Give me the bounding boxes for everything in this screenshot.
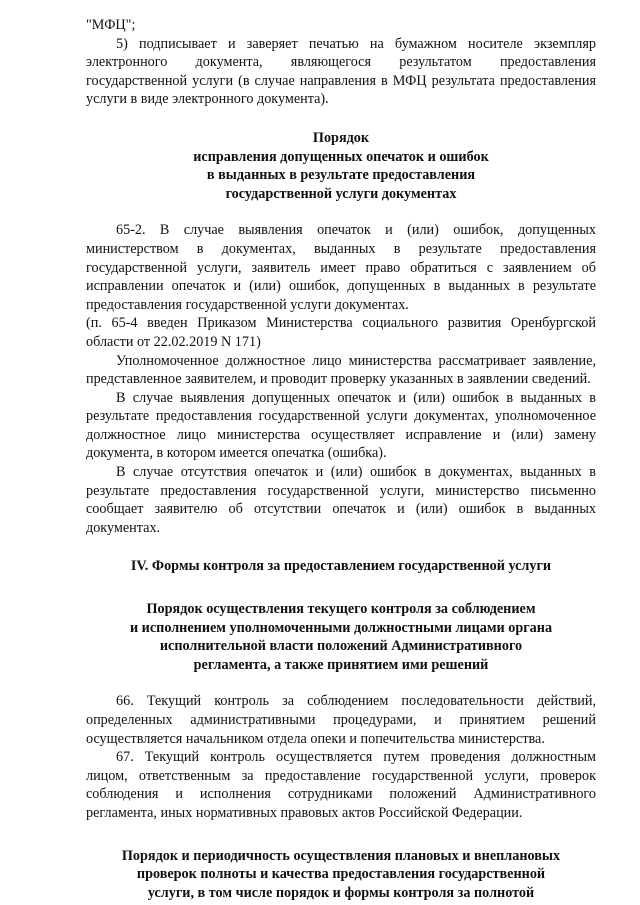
- item-5-paragraph: 5) подписывает и заверяет печатью на бумажном носителе экземпляр электронного документа, являющегося результатом предоставления государственной услуги (в случае направления в МФЦ результата предоставления услуги в виде электронного документа).: [86, 35, 596, 108]
- paragraph-errors-detected: В случае выявления допущенных опечаток и (или) ошибок в выданных в результате предоставления государственной услуги документах, уполномоченное должностное лицо министерства осуществляет исправление и (или) замену документа, в котором имеется опечатка (ошибка).: [86, 389, 596, 462]
- heading-corrections-line: в выданных в результате предоставления: [206, 167, 476, 184]
- heading-current-control-line: и исполнением уполномоченными должностными лицами органа: [129, 619, 553, 636]
- paragraph-65-2: 65-2. В случае выявления опечаток и (или) ошибок, допущенных министерством в документах, выданных в результате предоставления государственной услуги, заявитель имеет право обратиться с заявлением об исправлении опечаток и (или) ошибок, допущенных в выданных в результате предоставления государственной услуги документах.: [86, 222, 596, 313]
- paragraph-67: 67. Текущий контроль осуществляется путем проведения должностным лицом, ответственным за предоставление государственной услуги, проверок соблюдения и исполнения сотрудниками положений Административного регламента, иных нормативных правовых актов Российской Федерации.: [86, 749, 596, 821]
- heading-corrections-line: государственной услуги документах: [225, 185, 457, 202]
- heading-current-control-line: регламента, а также принятием ими решений: [193, 656, 489, 673]
- heading-corrections-line: Порядок: [312, 129, 370, 146]
- heading-current-control-line: Порядок осуществления текущего контроля за соблюдением: [146, 601, 536, 618]
- amendment-note: (п. 65-4 введен Приказом Министерства социального развития Оренбургской области от 22.02.2019 N 171): [86, 315, 596, 350]
- section-iv-title: IV. Формы контроля за предоставлением государственной услуги: [130, 558, 552, 575]
- heading-corrections: [86, 129, 596, 203]
- mfc-line: "МФЦ";: [86, 17, 136, 33]
- heading-inspections-line: услуги, в том числе порядок и формы контроля за полнотой: [147, 884, 535, 901]
- heading-inspections-line: проверок полноты и качества предоставления государственной: [136, 866, 546, 883]
- paragraph-66: 66. Текущий контроль за соблюдением последовательности действий, определенных административными процедурами, и принятием решений осуществляется начальником отдела опеки и попечительства министерства.: [86, 693, 596, 747]
- paragraph-official-review: Уполномоченное должностное лицо министерства рассматривает заявление, представленное заявителем, и проводит проверку указанных в заявлении сведений.: [86, 352, 596, 388]
- heading-current-control: [86, 600, 596, 674]
- heading-corrections-line: исправления допущенных опечаток и ошибок: [193, 148, 489, 165]
- heading-current-control-line: исполнительной власти положений Административного: [159, 638, 523, 655]
- heading-inspections-line: Порядок и периодичность осуществления плановых и внеплановых: [121, 847, 561, 864]
- paragraph-errors-absent: В случае отсутствия опечаток и (или) ошибок в документах, выданных в результате предоставления государственной услуги, министерство письменно сообщает заявителю об отсутствии опечаток и (или) ошибок в выданных документах.: [86, 464, 596, 536]
- heading-inspections: [86, 847, 596, 903]
